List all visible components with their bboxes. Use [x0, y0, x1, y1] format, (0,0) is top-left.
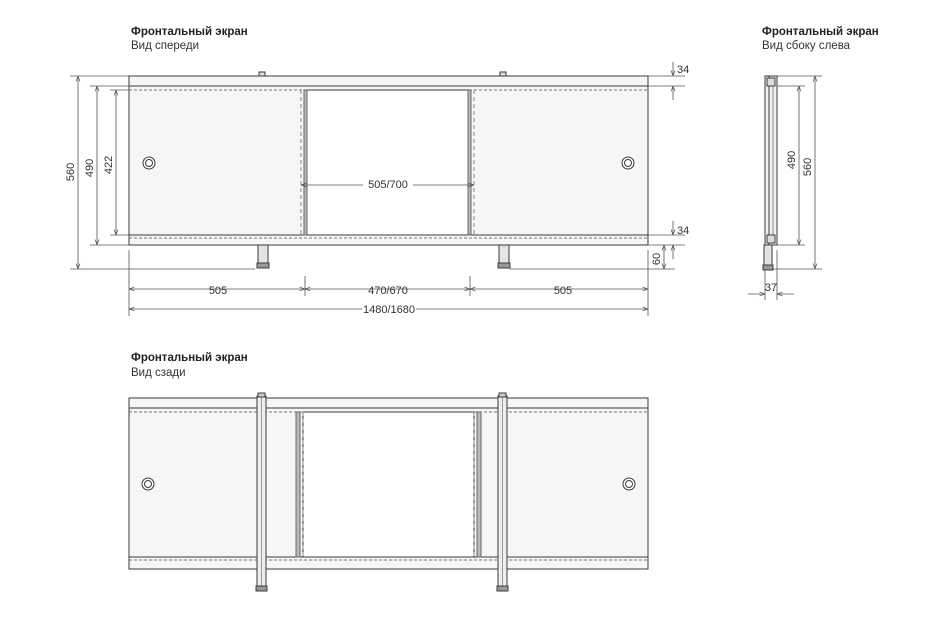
dim-total-width: 1480/1680 — [363, 304, 415, 316]
front-top-nub-left — [259, 72, 265, 76]
dim-right-panel: 505 — [553, 285, 573, 297]
back-middle-panel — [303, 412, 474, 557]
dim-legs: 60 — [651, 252, 663, 266]
back-view-drawing — [129, 393, 648, 591]
dim-height-total: 560 — [65, 162, 77, 182]
back-view-title: Фронтальный экран — [131, 352, 248, 364]
dim-middle-panel: 470/670 — [368, 285, 408, 297]
dim-height-inner: 422 — [103, 155, 115, 175]
front-middle-panel — [305, 90, 470, 235]
dim-height-panel: 490 — [84, 158, 96, 178]
front-leg-right — [499, 245, 509, 263]
front-view-title: Фронтальный экран — [131, 26, 248, 38]
front-top-nub-right — [500, 72, 506, 76]
back-view-subtitle: Вид сзади — [131, 367, 186, 379]
side-dim-height-total: 560 — [802, 157, 814, 177]
side-dim-height-panel: 490 — [786, 150, 798, 170]
side-dimension-lines — [748, 76, 822, 300]
dim-top-profile: 34 — [677, 64, 690, 76]
dim-sliding-width: 505/700 — [368, 179, 408, 191]
side-profile — [765, 76, 777, 245]
side-view-drawing — [763, 76, 777, 270]
front-leg-left — [258, 245, 268, 263]
side-dim-depth: 37 — [764, 282, 778, 294]
side-leg — [764, 245, 772, 265]
front-view-subtitle: Вид спереди — [131, 40, 200, 52]
front-view-drawing — [129, 72, 648, 268]
side-view-subtitle: Вид сбоку слева — [762, 40, 851, 52]
side-view-title: Фронтальный экран — [762, 26, 879, 38]
dim-left-panel: 505 — [208, 285, 228, 297]
dim-bottom-profile: 34 — [677, 225, 690, 237]
